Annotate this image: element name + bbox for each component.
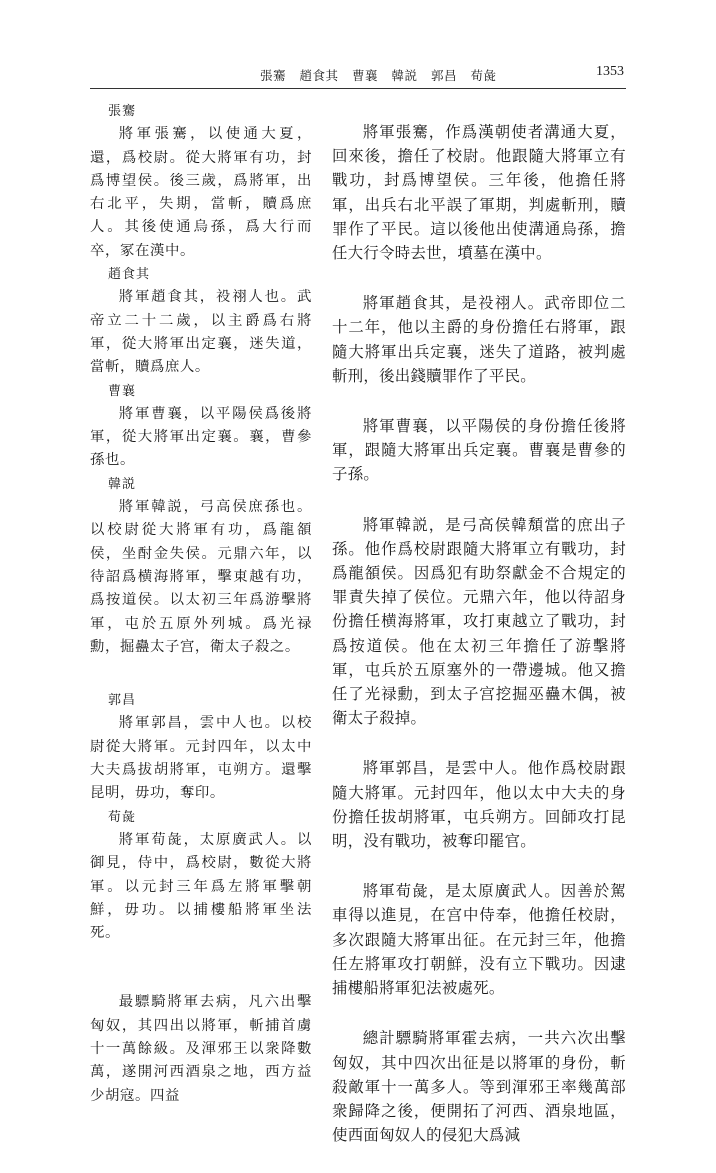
modern-translation-column bbox=[332, 120, 626, 1173]
translation-paragraph: 將軍張騫，作爲漢朝使者溝通大夏，回來後，擔任了校尉。他跟隨大將軍立有戰功，封爲博望侯。三年後，他擔任將軍，出兵右北平誤了軍期，判處斬刑，贖罪作了平民。這以後他出使溝通烏孫，擔任大行令時去世，墳墓在漢中。 bbox=[332, 123, 626, 263]
translation-paragraph: 將軍趙食其，是祋祤人。武帝即位二十二年，他以主爵的身份擔任右將軍，跟隨大將軍出兵定襄，迷失了道路，被判處斬刑，後出錢贖罪作了平民。 bbox=[332, 294, 626, 385]
section-title: 張騫 bbox=[108, 104, 137, 119]
section-title: 曹襄 bbox=[108, 383, 137, 399]
classical-paragraph: 將軍趙食其，祋祤人也。武帝立二十二歲，以主爵爲右將軍，從大將軍出定襄，迷失道，當斬，贖爲庶人。 bbox=[90, 289, 312, 376]
running-head-name: 趙食其 bbox=[299, 68, 339, 83]
translation-paragraph: 將軍郭昌，是雲中人。他作爲校尉跟隨大將軍。元封四年，他以太中大夫的身份擔任拔胡將軍，屯兵朔方。回師攻打昆明，没有戰功，被奪印罷官。 bbox=[332, 759, 626, 851]
translation-paragraph: 總計驃騎將軍霍去病，一共六次出擊匈奴，其中四次出征是以將軍的身份，斬殺敵軍十一萬多人。等到渾邪王率幾萬部衆歸降之後，便開拓了河西、酒泉地區，使西面匈奴人的侵犯大爲減 bbox=[332, 1029, 626, 1145]
spacer bbox=[90, 659, 312, 689]
classical-paragraph: 將軍張騫，以使通大夏，還，爲校尉。從大將軍有功，封爲博望侯。後三歲，爲將軍，出右北平，失期，當斬，贖爲庶人。其後使通烏孫，爲大行而卒，冢在漢中。 bbox=[90, 126, 312, 259]
section-title: 荀彘 bbox=[108, 809, 137, 825]
section-title: 趙食其 bbox=[108, 267, 151, 283]
classical-paragraph: 將軍韓説，弓高侯庶孫也。以校尉從大將軍有功，爲龍頟侯，坐酎金失侯。元鼎六年，以待詔爲横海將軍，擊東越有功，爲按道侯。以太初三年爲游擊將軍，屯於五原外列城。爲光禄勳，掘蠱太子宫，衛太子殺之。 bbox=[90, 499, 312, 655]
classical-text-column bbox=[90, 100, 312, 1108]
running-head-name: 荀彘 bbox=[470, 68, 497, 83]
running-head-name: 韓説 bbox=[391, 68, 418, 83]
classical-paragraph: 最驃騎將軍去病，凡六出擊匈奴，其四出以將軍，斬捕首虜十一萬餘級。及渾邪王以衆降數萬，遂開河西酒泉之地，西方益少胡寇。四益 bbox=[90, 994, 312, 1104]
classical-paragraph: 將軍郭昌，雲中人也。以校尉從大將軍。元封四年，以太中大夫爲拔胡將軍，屯朔方。還擊昆明，毋功，奪印。 bbox=[90, 715, 312, 802]
classical-paragraph: 將軍荀彘，太原廣武人。以御見，侍中，爲校尉，數從大將軍。以元封三年爲左將軍擊朝鮮，毋功。以捕樓船將軍坐法死。 bbox=[90, 831, 312, 942]
translation-paragraph: 將軍曹襄，以平陽侯的身份擔任後將軍，跟隨大將軍出兵定襄。曹襄是曹參的子孫。 bbox=[332, 417, 626, 484]
classical-paragraph: 將軍曹襄，以平陽侯爲後將軍，從大將軍出定襄。襄，曹參孫也。 bbox=[90, 405, 312, 469]
running-head-name: 曹襄 bbox=[352, 68, 379, 83]
running-head-name: 郭昌 bbox=[431, 68, 458, 83]
running-head bbox=[260, 66, 506, 84]
spacer bbox=[90, 945, 312, 991]
section-title: 郭昌 bbox=[108, 693, 137, 709]
page-header bbox=[90, 64, 626, 89]
section-title: 韓説 bbox=[108, 476, 137, 492]
page-number: 1353 bbox=[596, 64, 624, 79]
running-head-name: 張騫 bbox=[260, 68, 287, 83]
translation-paragraph: 將軍荀彘，是太原廣武人。因善於駕車得以進見，在宫中侍奉，他擔任校尉，多次跟隨大將軍出征。在元封三年，他擔任左將軍攻打朝鮮，没有立下戰功。因逮捕樓船將軍犯法被處死。 bbox=[332, 882, 626, 998]
translation-paragraph: 將軍韓説，是弓高侯韓頽當的庶出子孫。他作爲校尉跟隨大將軍立有戰功，封爲龍頟侯。因爲犯有助祭獻金不合規定的罪責失掉了侯位。元鼎六年，他以待詔身份擔任横海將軍，攻打東越立了戰功，封爲按道侯。他在太初三年擔任了游擊將軍，屯兵於五原塞外的一帶邊城。他又擔任了光禄勳，到太子宫挖掘巫蠱木偶，被衛太子殺掉。 bbox=[332, 515, 626, 728]
